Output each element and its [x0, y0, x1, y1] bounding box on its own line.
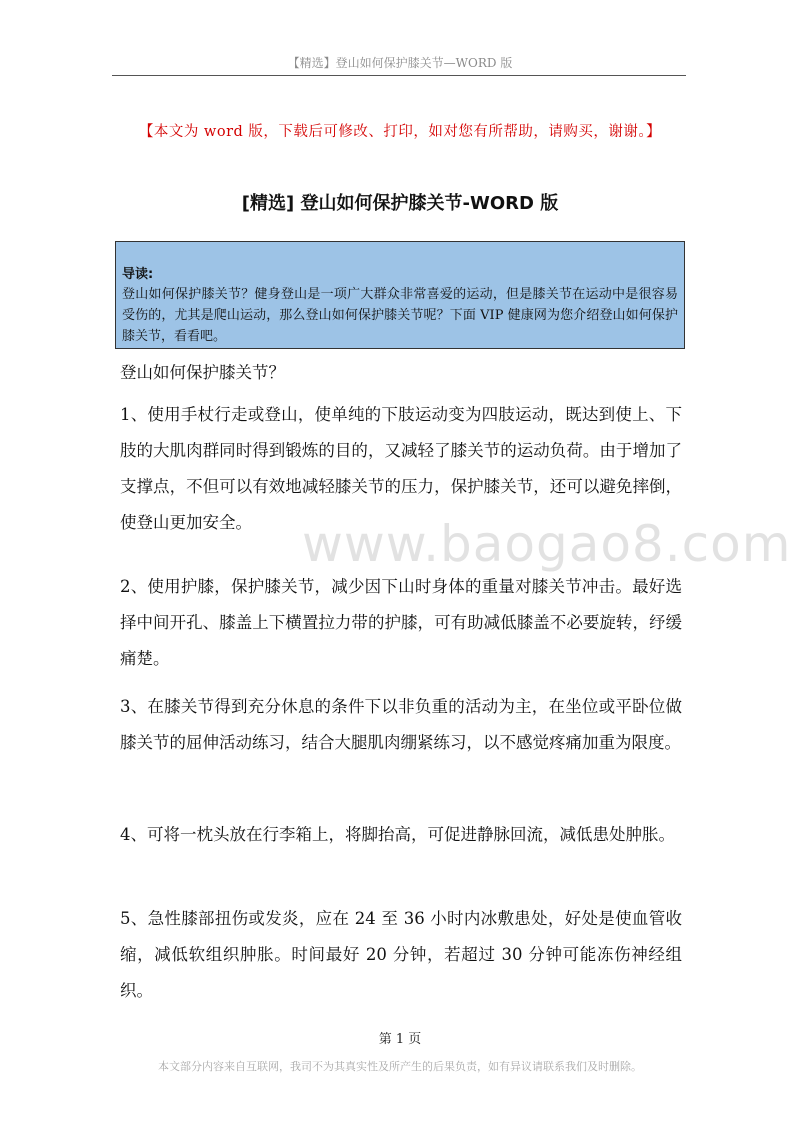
paragraph-4: 4、可将一枕头放在行李箱上，将脚抬高，可促进静脉回流，减低患处肿胀。: [120, 825, 675, 844]
section-question: 登山如何保护膝关节？: [120, 363, 285, 382]
paragraph-2: 2、使用护膝，保护膝关节，减少因下山时身体的重量对膝关节冲击。最好选择中间开孔、膝盖上下横置拉力带的护膝，可有助减低膝盖不必要旋转，纾缓痛楚。: [120, 577, 682, 668]
guide-text: 登山如何保护膝关节？健身登山是一项广大群众非常喜爱的运动，但是膝关节在运动中是很容易受伤的，尤其是爬山运动，那么登山如何保护膝关节呢？下面 VIP 健康网为您介绍登山如何保护膝关节，看看吧。: [122, 287, 678, 344]
header-divider: [112, 75, 686, 76]
paragraph-1: 1、使用手杖行走或登山，使单纯的下肢运动变为四肢运动，既达到使上、下肢的大肌肉群同时得到锻炼的目的，又减轻了膝关节的运动负荷。由于增加了支撑点，不但可以有效地减轻膝关节的压力，保护膝关节，还可以避免摔倒，使登山更加安全。: [120, 405, 682, 532]
download-notice: 【本文为 word 版，下载后可修改、打印，如对您有所帮助，请购买，谢谢。】: [138, 124, 662, 140]
page-header: 【精选】登山如何保护膝关节—WORD 版: [287, 56, 513, 70]
guide-box: [115, 241, 685, 349]
guide-label: 导读:: [122, 267, 154, 282]
watermark: www.baogao8.com: [302, 515, 792, 573]
paragraph-3: 3、在膝关节得到充分休息的条件下以非负重的活动为主，在坐位或平卧位做膝关节的屈伸活动练习，结合大腿肌肉绷紧练习，以不感觉疼痛加重为限度。: [120, 697, 682, 752]
page-number: 第 1 页: [378, 1032, 422, 1047]
page-footer: 本文部分内容来自互联网，我司不为其真实性及所产生的后果负责，如有异议请联系我们及时删除。: [158, 1060, 642, 1073]
document-title: [精选] 登山如何保护膝关节-WORD 版: [241, 193, 559, 214]
paragraph-5: 5、急性膝部扭伤或发炎，应在 24 至 36 小时内冰敷患处，好处是使血管收缩，减低软组织肿胀。时间最好 20 分钟，若超过 30 分钟可能冻伤神经组织。: [120, 909, 682, 1000]
